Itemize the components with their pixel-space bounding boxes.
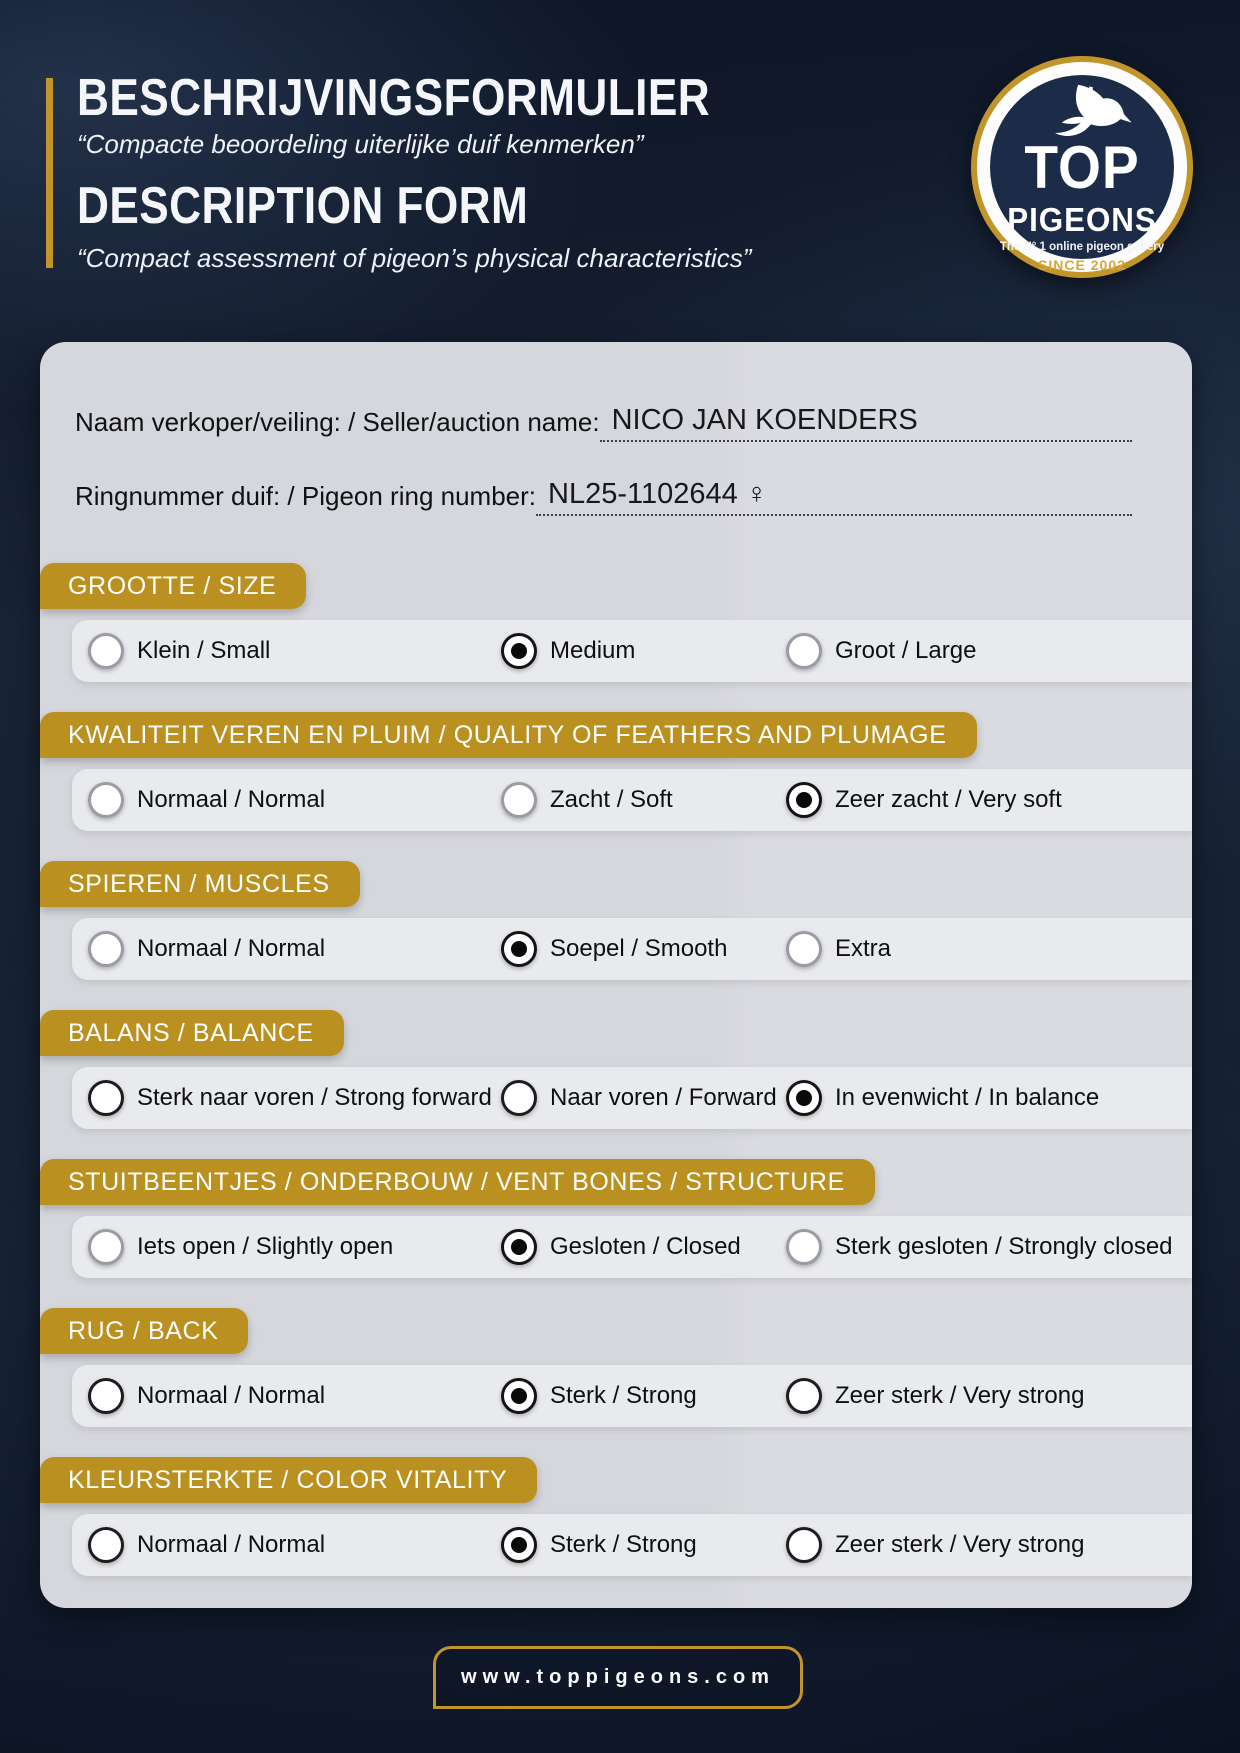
- option-label: Naar voren / Forward: [550, 1084, 777, 1111]
- logo-top-text: TOP: [1024, 134, 1140, 201]
- option-label: Zeer zacht / Very soft: [835, 786, 1062, 813]
- options-row: [72, 620, 1192, 682]
- radio-unselected-icon[interactable]: [786, 1229, 822, 1265]
- option-label: Klein / Small: [137, 637, 271, 664]
- option-label: Soepel / Smooth: [550, 935, 728, 962]
- page-subtitle-english: “Compact assessment of pigeon’s physical characteristics”: [77, 243, 752, 273]
- radio-unselected-icon[interactable]: [501, 782, 537, 818]
- radio-unselected-icon[interactable]: [786, 1378, 822, 1414]
- brand-accent-bar: [46, 78, 53, 268]
- radio-selected-icon[interactable]: [501, 931, 537, 967]
- option: [786, 1216, 1173, 1278]
- option-label: Sterk gesloten / Strongly closed: [835, 1233, 1173, 1260]
- radio-selected-icon[interactable]: [786, 782, 822, 818]
- option: [88, 918, 325, 980]
- option-label: Sterk / Strong: [550, 1382, 697, 1409]
- section-title-band: SPIEREN / MUSCLES: [40, 861, 360, 907]
- options-row: [72, 1216, 1192, 1278]
- options-row: [72, 769, 1192, 831]
- section-title-band: STUITBEENTJES / ONDERBOUW / VENT BONES / STRUCTURE: [40, 1159, 875, 1205]
- option: [88, 1514, 325, 1576]
- ring-number-field: [75, 470, 1162, 516]
- option: [786, 1365, 1084, 1427]
- option: [501, 918, 727, 980]
- option-label: Sterk naar voren / Strong forward: [137, 1084, 492, 1111]
- seller-name-value: NICO JAN KOENDERS: [611, 404, 918, 436]
- option-label: Medium: [550, 637, 636, 664]
- option: [501, 1067, 777, 1129]
- top-pigeons-logo: [971, 56, 1193, 278]
- website-link[interactable]: www.toppigeons.com: [461, 1666, 775, 1688]
- section-title-band: GROOTTE / SIZE: [40, 563, 306, 609]
- section-title-band: RUG / BACK: [40, 1308, 248, 1354]
- radio-selected-icon[interactable]: [501, 1527, 537, 1563]
- option-label: Groot / Large: [835, 637, 977, 664]
- radio-unselected-icon[interactable]: [786, 931, 822, 967]
- option-label: Extra: [835, 935, 892, 962]
- option-label: Normaal / Normal: [137, 786, 326, 813]
- options-row: [72, 918, 1192, 980]
- radio-selected-icon[interactable]: [786, 1080, 822, 1116]
- option: [786, 1514, 1084, 1576]
- option: [786, 1067, 1099, 1129]
- radio-unselected-icon[interactable]: [88, 1378, 124, 1414]
- option: [88, 1216, 393, 1278]
- option-label: Iets open / Slightly open: [137, 1233, 394, 1260]
- options-row: [72, 1067, 1192, 1129]
- radio-unselected-icon[interactable]: [88, 1527, 124, 1563]
- option: [786, 918, 891, 980]
- ring-number-value: NL25-1102644 ♀: [548, 478, 768, 510]
- logo-name-text: PIGEONS: [1007, 201, 1157, 238]
- option-label: Zacht / Soft: [550, 786, 673, 813]
- section-title-band: KWALITEIT VEREN EN PLUIM / QUALITY OF FEATHERS AND PLUMAGE: [40, 712, 977, 758]
- radio-selected-icon[interactable]: [501, 1378, 537, 1414]
- logo-tagline: The N° 1 online pigeon gallery: [999, 241, 1165, 253]
- ring-number-label: Ringnummer duif: / Pigeon ring number:: [75, 481, 537, 511]
- section-title-band: BALANS / BALANCE: [40, 1010, 344, 1056]
- logo-white-ring: [977, 62, 1187, 272]
- radio-unselected-icon[interactable]: [786, 633, 822, 669]
- option-label: Zeer sterk / Very strong: [835, 1382, 1085, 1409]
- option: [501, 620, 635, 682]
- page-title-dutch: BESCHRIJVINGSFORMULIER: [77, 69, 711, 127]
- option: [88, 769, 325, 831]
- seller-name-input[interactable]: [600, 394, 1132, 442]
- option: [501, 1365, 697, 1427]
- option: [786, 620, 976, 682]
- option: [88, 1067, 492, 1129]
- option: [501, 1216, 741, 1278]
- radio-unselected-icon[interactable]: [88, 931, 124, 967]
- option-label: Normaal / Normal: [137, 935, 326, 962]
- options-row: [72, 1365, 1192, 1427]
- option: [88, 1365, 325, 1427]
- ring-number-input[interactable]: [536, 468, 1132, 516]
- option-label: Normaal / Normal: [137, 1382, 326, 1409]
- radio-unselected-icon[interactable]: [88, 633, 124, 669]
- section-title-band: KLEURSTERKTE / COLOR VITALITY: [40, 1457, 537, 1503]
- radio-selected-icon[interactable]: [501, 1229, 537, 1265]
- option-label: Sterk / Strong: [550, 1531, 697, 1558]
- options-row: [72, 1514, 1192, 1576]
- option: [501, 769, 673, 831]
- radio-unselected-icon[interactable]: [88, 1229, 124, 1265]
- footer-website-box: [433, 1646, 803, 1709]
- page-title-english: DESCRIPTION FORM: [77, 177, 529, 235]
- radio-unselected-icon[interactable]: [88, 782, 124, 818]
- logo-inner-disc: [990, 75, 1174, 273]
- option: [786, 769, 1062, 831]
- radio-selected-icon[interactable]: [501, 633, 537, 669]
- option-label: In evenwicht / In balance: [835, 1084, 1100, 1111]
- radio-unselected-icon[interactable]: [88, 1080, 124, 1116]
- option-label: Normaal / Normal: [137, 1531, 326, 1558]
- page-subtitle-dutch: “Compacte beoordeling uiterlijke duif kenmerken”: [77, 129, 644, 159]
- option-label: Gesloten / Closed: [550, 1233, 741, 1260]
- radio-unselected-icon[interactable]: [786, 1527, 822, 1563]
- radio-unselected-icon[interactable]: [501, 1080, 537, 1116]
- seller-name-field: [75, 396, 1162, 442]
- option: [501, 1514, 697, 1576]
- seller-name-label: Naam verkoper/veiling: / Seller/auction name:: [75, 407, 600, 437]
- logo-since-text: SINCE 2002: [1038, 257, 1126, 273]
- option-label: Zeer sterk / Very strong: [835, 1531, 1085, 1558]
- option: [88, 620, 270, 682]
